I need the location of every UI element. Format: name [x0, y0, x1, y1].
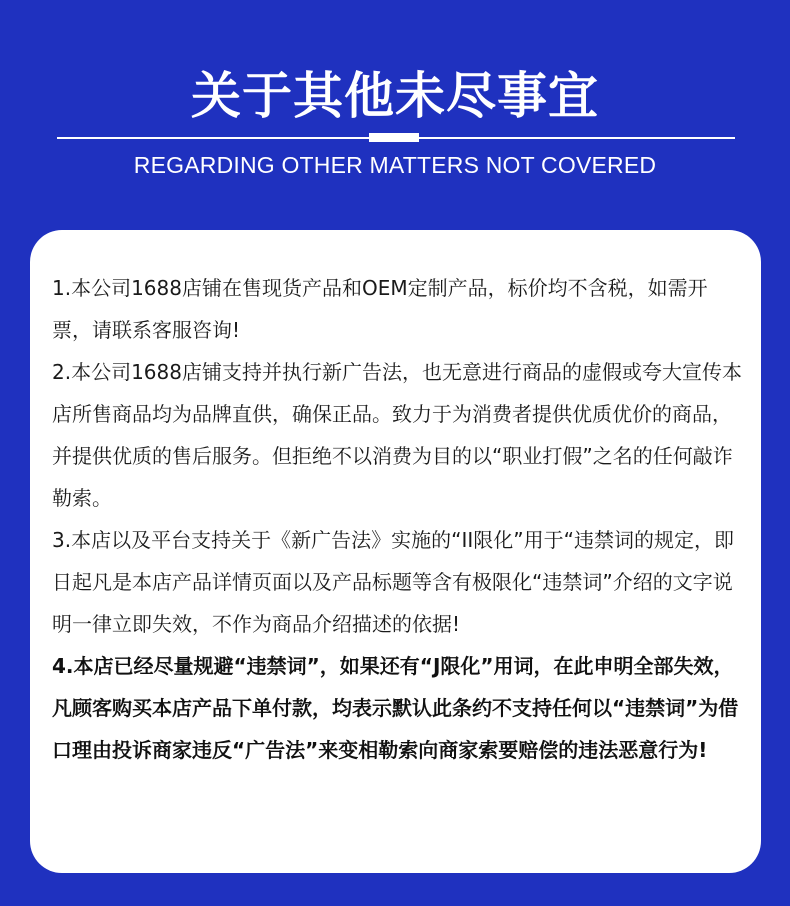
page-subtitle: REGARDING OTHER MATTERS NOT COVERED	[133, 152, 657, 178]
notice-item-1: 1.本公司1688店铺在售现货产品和OEM定制产品，标价均不含税，如需开票，请联系客服咨询!	[52, 276, 708, 342]
notice-item-2: 2.本公司1688店铺支持并执行新广告法，也无意进行商品的虚假或夸大宣传本店所售商品均为品牌直供，确保正品。致力于为消费者提供优质优价的商品，并提供优质的售后服务。但拒绝不以消费为目的以“职业打假”之名的任何敲诈勒索。	[52, 360, 742, 510]
notice-item-4: 4.本店已经尽量规避“违禁词”，如果还有“J限化”用词，在此申明全部失效，凡顾客购买本店产品下单付款，均表示默认此条约不支持任何以“违禁词”为借口理由投诉商家违反“广告法”来变相勒索向商家索要赔偿的违法恶意行为!	[52, 654, 739, 762]
notice-item-3: 3.本店以及平台支持关于《新广告法》实施的“II限化”用于“违禁词的规定，即日起凡是本店产品详情页面以及产品标题等含有极限化“违禁词”介绍的文字说明一律立即失效，不作为商品介绍描述的依据!	[52, 528, 734, 636]
notice-body	[52, 267, 742, 771]
notice-card	[30, 230, 761, 873]
title-divider-accent	[369, 133, 419, 142]
page-title: 关于其他未尽事宜	[191, 67, 599, 125]
